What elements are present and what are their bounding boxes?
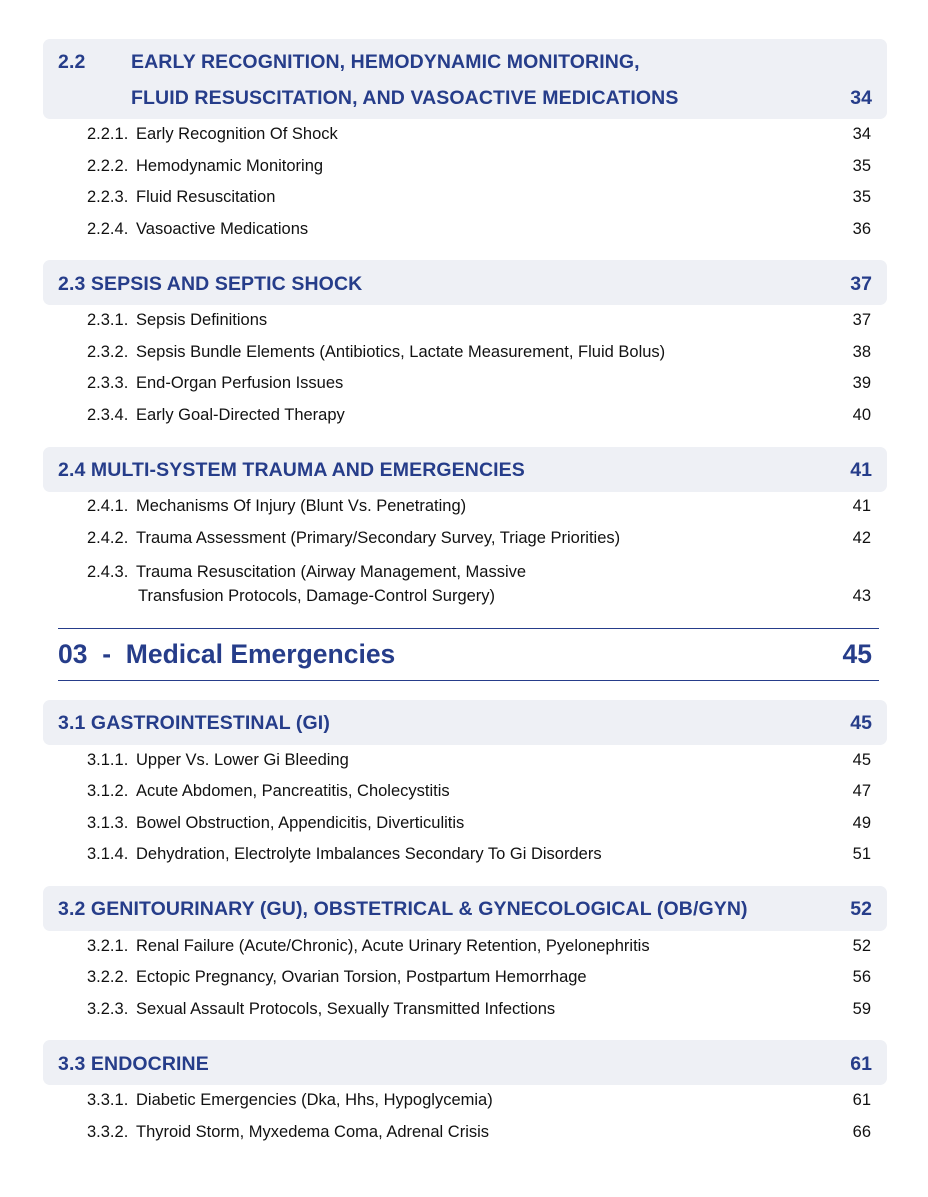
toc-item-label[interactable]: Thyroid Storm, Myxedema Coma, Adrenal Crisis — [136, 1123, 490, 1141]
toc-item-label[interactable]: Renal Failure (Acute/Chronic), Acute Urinary Retention, Pyelonephritis — [136, 937, 650, 955]
toc-item-label[interactable]: Sepsis Definitions — [136, 311, 268, 329]
toc-item-page: 35 — [852, 188, 871, 206]
section-3-2-title[interactable]: 3.2 GENITOURINARY (GU), OBSTETRICAL & GYNECOLOGICAL (OB/GYN) — [58, 898, 748, 920]
toc-item-number: 2.2.1. — [87, 125, 129, 143]
toc-item-page: 66 — [852, 1123, 871, 1141]
toc-item-number: 3.2.3. — [87, 1000, 129, 1018]
section-2-2-number: 2.2 — [58, 51, 86, 73]
toc-item-label[interactable]: Diabetic Emergencies (Dka, Hhs, Hypoglycemia) — [136, 1091, 493, 1109]
toc-item-page: 49 — [852, 814, 871, 832]
chapter-rule-bottom — [58, 680, 879, 681]
toc-item-page: 35 — [852, 157, 871, 175]
toc-item-number: 2.2.3. — [87, 188, 129, 206]
toc-item-number: 2.3.4. — [87, 406, 129, 424]
toc-item-label[interactable]: Ectopic Pregnancy, Ovarian Torsion, Postpartum Hemorrhage — [136, 968, 587, 986]
toc-item-label[interactable]: Acute Abdomen, Pancreatitis, Cholecystitis — [136, 782, 450, 800]
toc-item-page: 45 — [852, 751, 871, 769]
section-2-4-title[interactable]: 2.4 MULTI-SYSTEM TRAUMA AND EMERGENCIES — [58, 459, 525, 481]
section-3-3-page: 61 — [850, 1053, 872, 1075]
section-2-2-page: 34 — [850, 87, 872, 109]
section-2-4-page: 41 — [850, 459, 872, 481]
toc-item-page: 41 — [852, 497, 871, 515]
toc-item-number: 3.1.3. — [87, 814, 129, 832]
toc-item-label[interactable]: Hemodynamic Monitoring — [136, 157, 324, 175]
toc-item-page: 43 — [852, 587, 871, 605]
section-2-3-title[interactable]: 2.3 SEPSIS AND SEPTIC SHOCK — [58, 273, 363, 295]
toc-item-number: 2.2.2. — [87, 157, 129, 175]
toc-item-number: 3.1.4. — [87, 845, 129, 863]
toc-item-page: 39 — [852, 374, 871, 392]
toc-item-page: 51 — [852, 845, 871, 863]
toc-item-number: 2.3.2. — [87, 343, 129, 361]
toc-item-page: 40 — [852, 406, 871, 424]
toc-item-number: 3.1.2. — [87, 782, 129, 800]
section-3-1-title[interactable]: 3.1 GASTROINTESTINAL (GI) — [58, 712, 330, 734]
toc-item-number: 2.2.4. — [87, 220, 129, 238]
toc-item-page: 42 — [852, 529, 871, 547]
section-2-3-page: 37 — [850, 273, 872, 295]
chapter-rule-top — [58, 628, 879, 629]
chapter-title[interactable]: 03 - Medical Emergencies — [58, 639, 396, 669]
toc-item-page: 52 — [852, 937, 871, 955]
toc-item-number: 2.3.3. — [87, 374, 129, 392]
toc-item-label[interactable]: Bowel Obstruction, Appendicitis, Diverticulitis — [136, 814, 465, 832]
toc-item-page: 37 — [852, 311, 871, 329]
toc-item-label[interactable]: Early Goal-Directed Therapy — [136, 406, 345, 424]
toc-item-label[interactable]: Trauma Resuscitation (Airway Management, Massive — [136, 563, 527, 581]
toc-item-page: 61 — [852, 1091, 871, 1109]
section-3-3-title[interactable]: 3.3 ENDOCRINE — [58, 1053, 209, 1075]
toc-item-label[interactable]: End-Organ Perfusion Issues — [136, 374, 344, 392]
chapter-page: 45 — [842, 639, 872, 669]
toc-item-page: 34 — [852, 125, 871, 143]
toc-item-label[interactable]: Dehydration, Electrolyte Imbalances Secondary To Gi Disorders — [136, 845, 602, 863]
toc-item-number: 2.4.3. — [87, 563, 129, 581]
toc-item-number: 3.2.2. — [87, 968, 129, 986]
toc-item-page: 38 — [852, 343, 871, 361]
toc-item-number: 2.3.1. — [87, 311, 129, 329]
section-2-2-title-line1[interactable]: EARLY RECOGNITION, HEMODYNAMIC MONITORING, — [131, 51, 640, 73]
toc-item-label[interactable]: Early Recognition Of Shock — [136, 125, 338, 143]
toc-item-number: 3.3.2. — [87, 1123, 129, 1141]
toc-item-page: 59 — [852, 1000, 871, 1018]
toc-item-page: 36 — [852, 220, 871, 238]
toc-item-label[interactable]: Sepsis Bundle Elements (Antibiotics, Lactate Measurement, Fluid Bolus) — [136, 343, 666, 361]
toc-item-label[interactable]: Vasoactive Medications — [136, 220, 309, 238]
toc-item-number: 3.2.1. — [87, 937, 129, 955]
toc-item-number: 3.1.1. — [87, 751, 129, 769]
toc-item-label[interactable]: Trauma Assessment (Primary/Secondary Survey, Triage Priorities) — [136, 529, 621, 547]
section-3-1-page: 45 — [850, 712, 872, 734]
toc-item-number: 3.3.1. — [87, 1091, 129, 1109]
section-3-2-page: 52 — [850, 898, 872, 920]
toc-item-label[interactable]: Mechanisms Of Injury (Blunt Vs. Penetrating) — [136, 497, 467, 515]
toc-item-number: 2.4.1. — [87, 497, 129, 515]
toc-item-number: 2.4.2. — [87, 529, 129, 547]
section-2-2-title-line2[interactable]: FLUID RESUSCITATION, AND VASOACTIVE MEDICATIONS — [131, 87, 679, 109]
toc-item-page: 56 — [852, 968, 871, 986]
toc-item-page: 47 — [852, 782, 871, 800]
toc-item-label[interactable]: Sexual Assault Protocols, Sexually Transmitted Infections — [136, 1000, 556, 1018]
toc-item-label[interactable]: Upper Vs. Lower Gi Bleeding — [136, 751, 349, 769]
toc-item-label-continued[interactable]: Transfusion Protocols, Damage-Control Surgery) — [138, 587, 496, 605]
toc-item-label[interactable]: Fluid Resuscitation — [136, 188, 276, 206]
